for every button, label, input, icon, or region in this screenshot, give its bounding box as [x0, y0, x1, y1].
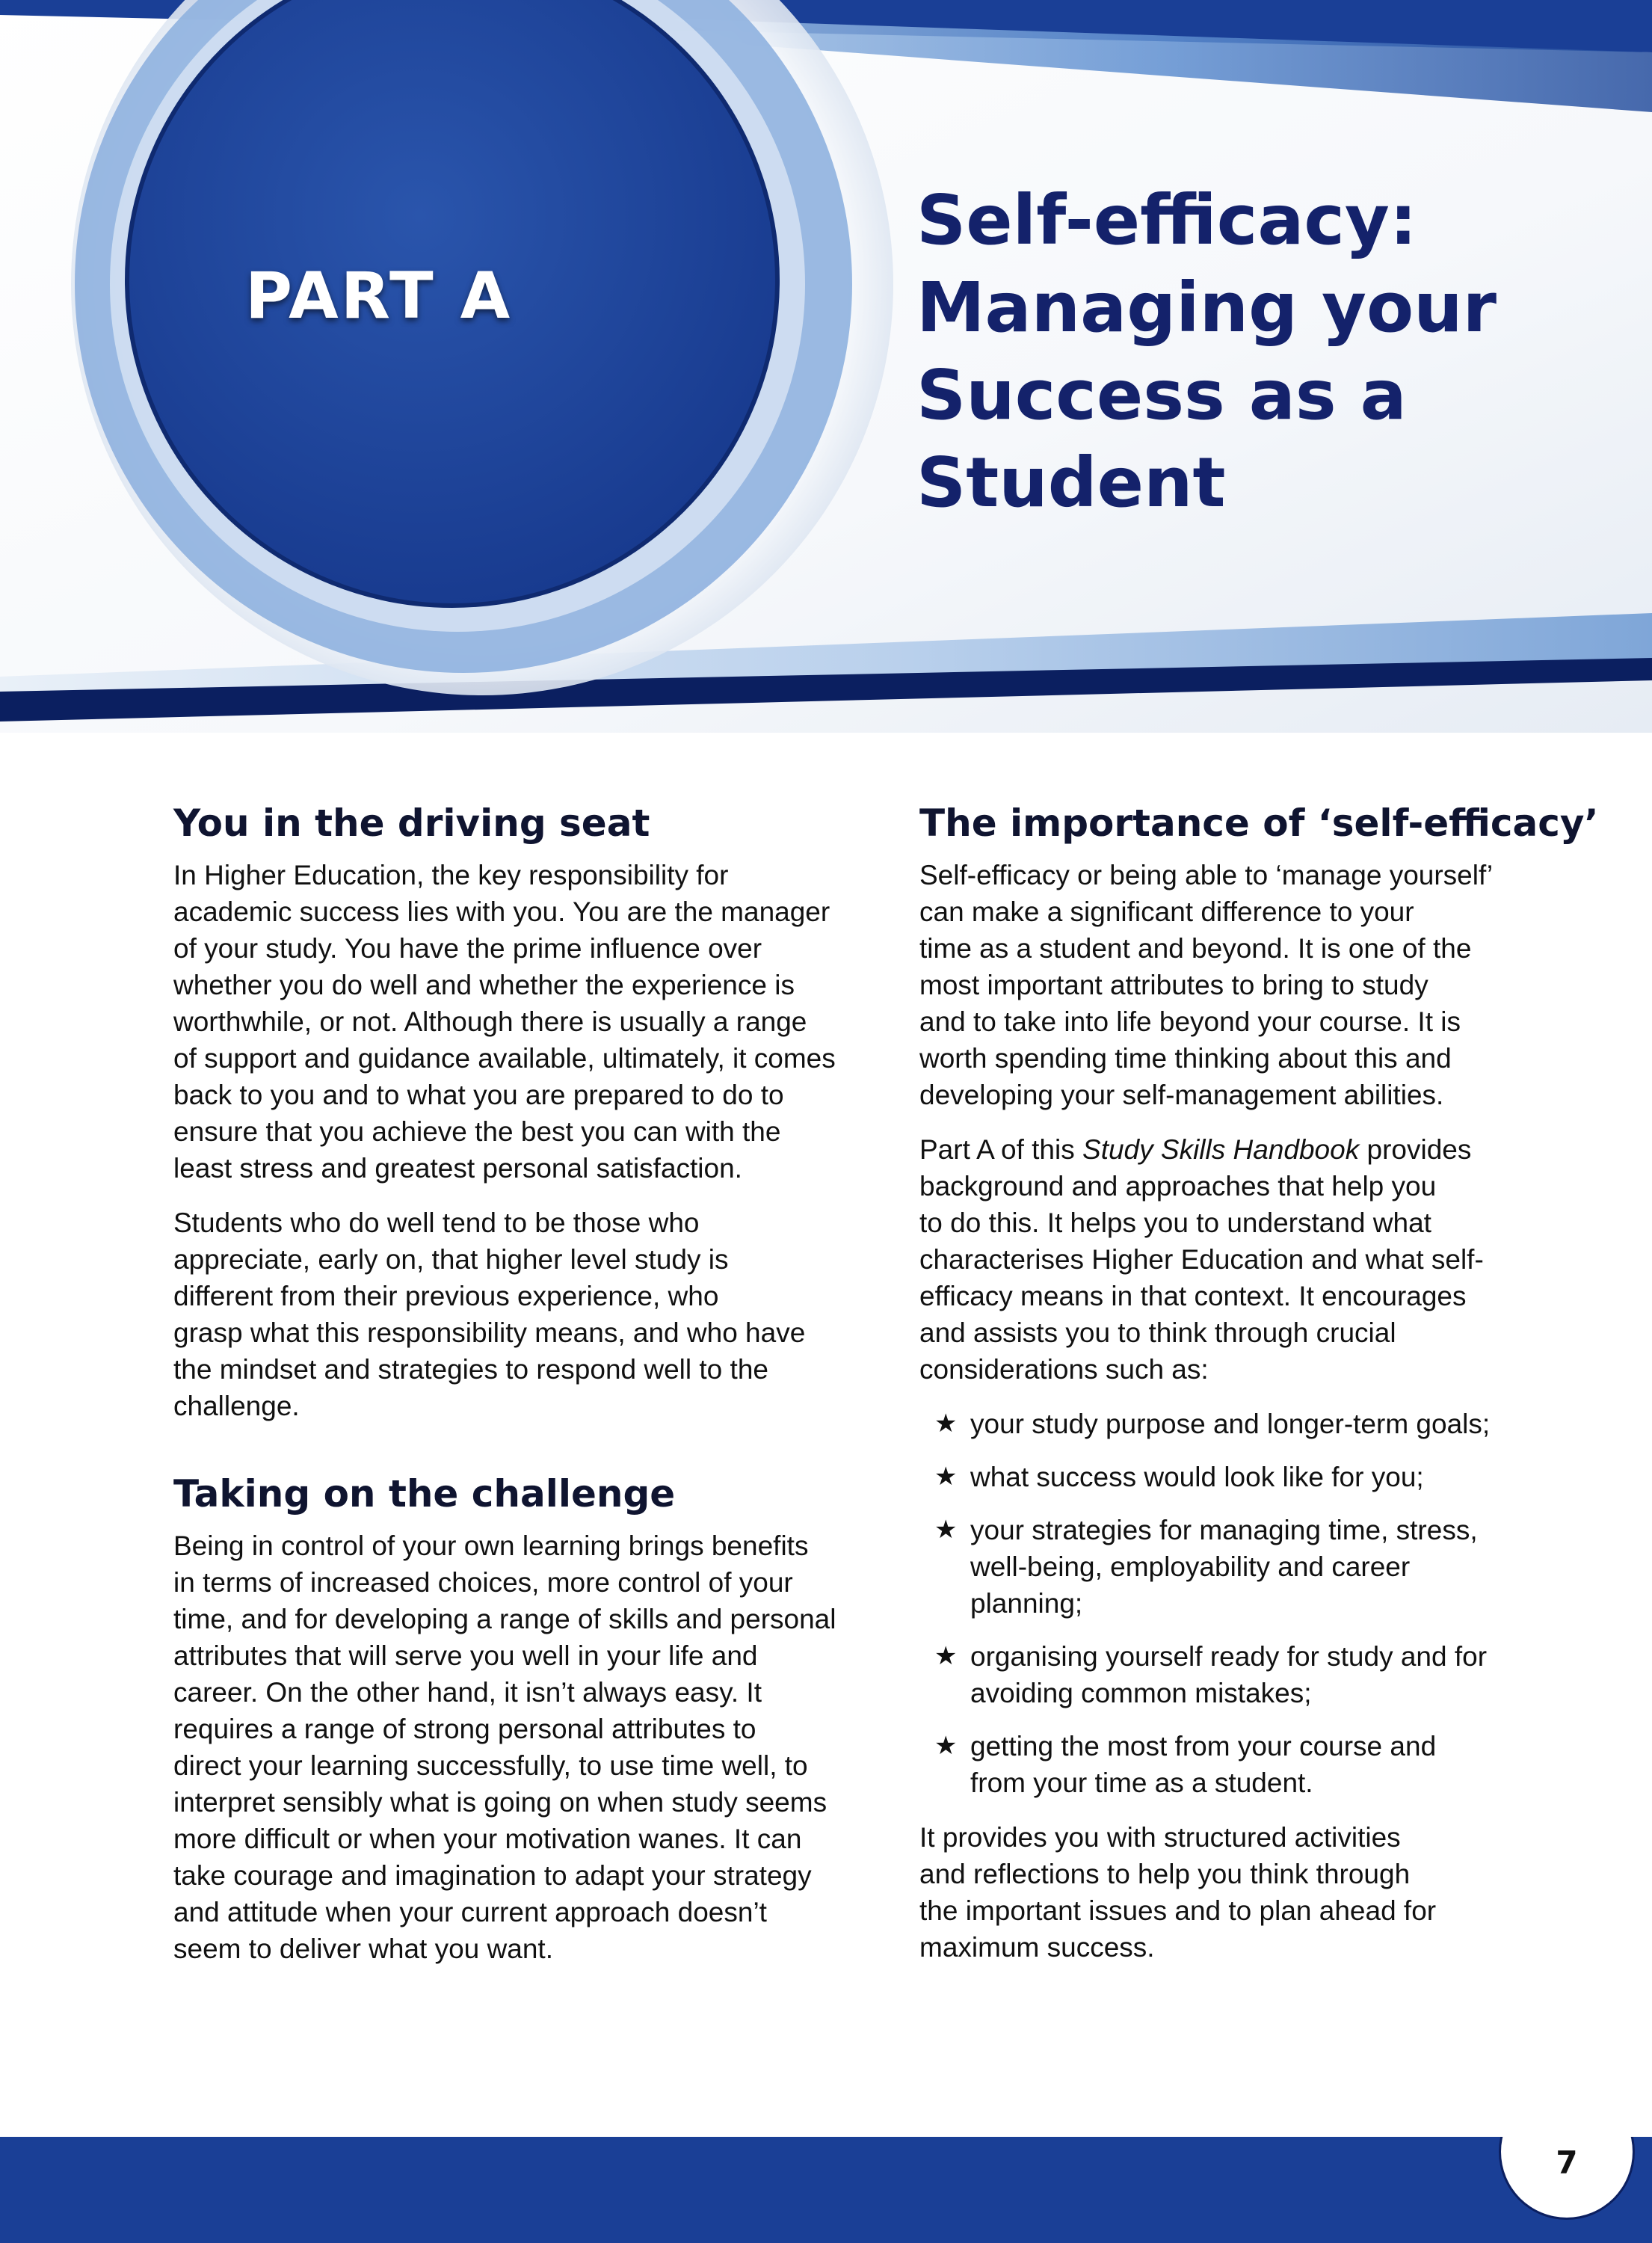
star-bullet-icon: ★	[934, 1515, 958, 1545]
text-line: from your time as a student.	[970, 1767, 1313, 1798]
text-line: academic success lies with you. You are the manager	[173, 896, 830, 927]
list-item	[919, 1406, 1577, 1442]
text-line: of support and guidance available, ultimately, it comes	[173, 1043, 836, 1074]
list-item	[919, 1459, 1577, 1495]
star-bullet-icon: ★	[934, 1409, 958, 1439]
text-line: worth spending time thinking about this and	[919, 1043, 1452, 1074]
text-line: and to take into life beyond your course. It is	[919, 1006, 1461, 1037]
text-line: whether you do well and whether the experience is	[173, 970, 795, 1000]
text-line: the mindset and strategies to respond well to the	[173, 1354, 768, 1385]
text-line: background and approaches that help you	[919, 1171, 1437, 1202]
title-line: Managing your	[916, 268, 1497, 348]
footer-top-mask	[0, 2049, 1652, 2137]
title-line: Success as a	[916, 355, 1407, 435]
section-heading-self-efficacy: The importance of ‘self-efficacy’	[919, 801, 1599, 845]
text-line: grasp what this responsibility means, and who have	[173, 1317, 806, 1348]
challenge-paragraph	[173, 1527, 891, 1967]
self-efficacy-paragraph-2	[919, 1131, 1577, 1388]
title-line: Student	[916, 443, 1226, 523]
text-line: considerations such as:	[919, 1354, 1209, 1385]
page-number: 7	[1556, 2144, 1578, 2181]
text-line: attributes that will serve you well in your life and	[173, 1640, 758, 1671]
text-line: planning;	[970, 1588, 1083, 1619]
text-line: It provides you with structured activities	[919, 1822, 1401, 1853]
text-fragment: Part A of this	[919, 1134, 1083, 1165]
part-label: PART A	[245, 259, 513, 333]
star-bullet-icon: ★	[934, 1731, 958, 1761]
book-title-italic: Study Skills Handbook	[1082, 1134, 1360, 1165]
text-line: direct your learning successfully, to use time well, to	[173, 1750, 808, 1781]
text-line: ensure that you achieve the best you can with the	[173, 1116, 781, 1147]
text-line: appreciate, early on, that higher level study is	[173, 1244, 729, 1275]
star-bullet-icon: ★	[934, 1641, 958, 1671]
text-line: time, and for developing a range of skills and personal	[173, 1604, 836, 1634]
text-fragment: provides	[1359, 1134, 1472, 1165]
text-line: take courage and imagination to adapt your strategy	[173, 1860, 812, 1891]
list-item	[919, 1728, 1577, 1801]
text-line: efficacy means in that context. It encourages	[919, 1281, 1467, 1311]
text-line: Students who do well tend to be those who	[173, 1207, 700, 1238]
section-heading-challenge: Taking on the challenge	[173, 1472, 676, 1516]
self-efficacy-paragraph-1	[919, 857, 1577, 1113]
text-line: and reflections to help you think through	[919, 1859, 1411, 1889]
text-line: your study purpose and longer-term goals;	[970, 1409, 1491, 1439]
considerations-list	[919, 1406, 1577, 1801]
text-line: seem to deliver what you want.	[173, 1933, 553, 1964]
text-line: well-being, employability and career	[970, 1551, 1411, 1582]
text-line: more difficult or when your motivation wanes. It can	[173, 1824, 802, 1854]
text-line: getting the most from your course and	[970, 1731, 1437, 1762]
text-line: your strategies for managing time, stress,	[970, 1515, 1478, 1545]
text-line: In Higher Education, the key responsibility for	[173, 860, 729, 890]
text-line: worthwhile, or not. Although there is usually a range	[173, 1006, 807, 1037]
title-line: Self-efficacy:	[916, 180, 1417, 260]
text-line: what success would look like for you;	[970, 1462, 1424, 1492]
text-line	[919, 1131, 1577, 1168]
text-line: requires a range of strong personal attributes to	[173, 1714, 756, 1744]
page-title	[916, 176, 1589, 526]
text-line: and assists you to think through crucial	[919, 1317, 1396, 1348]
text-line: most important attributes to bring to study	[919, 970, 1428, 1000]
text-line: and attitude when your current approach doesn’t	[173, 1897, 767, 1927]
section-heading-driving-seat: You in the driving seat	[173, 801, 650, 845]
text-line: characterises Higher Education and what self-	[919, 1244, 1484, 1275]
text-line: Self-efficacy or being able to ‘manage yourself’	[919, 860, 1494, 890]
star-bullet-icon: ★	[934, 1462, 958, 1492]
right-column	[919, 797, 1599, 1984]
text-line: challenge.	[173, 1391, 300, 1421]
text-line: in terms of increased choices, more control of your	[173, 1567, 793, 1598]
footer-bar	[0, 2137, 1652, 2243]
list-item	[919, 1638, 1577, 1711]
text-line: organising yourself ready for study and for	[970, 1641, 1488, 1672]
text-line: can make a significant difference to your	[919, 896, 1414, 927]
text-line: to do this. It helps you to understand what	[919, 1207, 1431, 1238]
text-line: Being in control of your own learning brings benefits	[173, 1530, 809, 1561]
text-line: career. On the other hand, it isn’t always easy. It	[173, 1677, 762, 1708]
text-line: avoiding common mistakes;	[970, 1678, 1312, 1708]
list-item	[919, 1512, 1577, 1622]
text-line: interpret sensibly what is going on when study seems	[173, 1787, 827, 1818]
text-line: the important issues and to plan ahead for	[919, 1895, 1437, 1926]
text-line: least stress and greatest personal satisfaction.	[173, 1153, 742, 1184]
text-line: different from their previous experience, who	[173, 1281, 719, 1311]
driving-seat-paragraph-1	[173, 857, 891, 1187]
text-line: developing your self-management abilities.	[919, 1080, 1444, 1110]
text-line: maximum success.	[919, 1932, 1155, 1963]
left-column	[173, 797, 891, 1985]
text-line: time as a student and beyond. It is one of the	[919, 933, 1472, 964]
driving-seat-paragraph-2	[173, 1204, 891, 1424]
section-spacer	[173, 1442, 891, 1468]
self-efficacy-paragraph-3	[919, 1819, 1577, 1966]
text-line: back to you and to what you are prepared to do to	[173, 1080, 784, 1110]
text-line: of your study. You have the prime influence over	[173, 933, 762, 964]
